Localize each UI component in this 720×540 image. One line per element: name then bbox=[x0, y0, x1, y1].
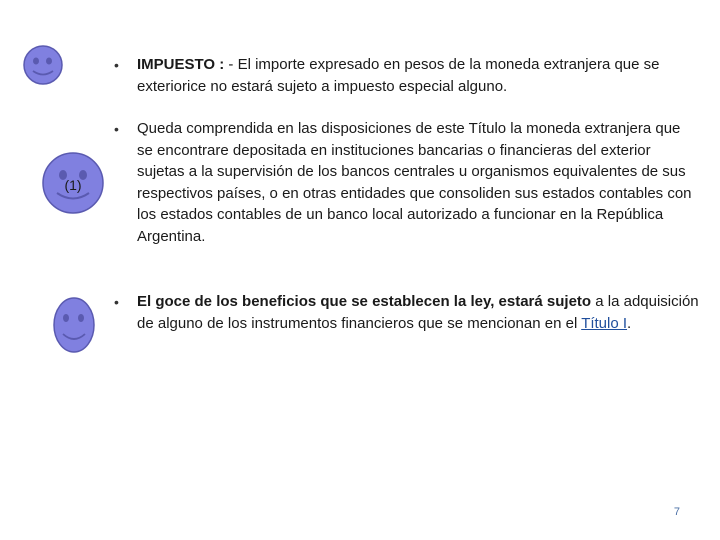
paragraph-text: Queda comprendida en las disposiciones de este Título la moneda extranjera que se encontrare depositada en instituciones bancarias o financieras del exterior sujetas a la supervisión de los bancos centrales u organismos equivalentes de sus respectivos países, o en otras entidades que consoliden sus estados contables con los estados contables de un banco local autorizado a funcionar en la República Argentina. bbox=[137, 120, 692, 245]
paragraph-end: . bbox=[627, 314, 632, 332]
bold-statement: El goce de los beneficios que se establecen la ley, estará sujeto bbox=[137, 293, 592, 310]
page-number: 7 bbox=[673, 506, 680, 518]
bullet-marker: • bbox=[114, 121, 119, 137]
paragraph-moneda-extranjera bbox=[137, 118, 699, 247]
paragraph-text: - El importe expresado en pesos de la moneda extranjera que se exteriorice no estará sujeto a impuesto especial alguno. bbox=[137, 56, 660, 95]
smiley-icon bbox=[52, 296, 96, 354]
paragraph-impuesto bbox=[137, 54, 699, 97]
smiley-face-1 bbox=[22, 44, 64, 86]
paragraph-beneficios bbox=[137, 291, 699, 334]
bullet-marker: • bbox=[114, 57, 119, 73]
smiley-face-2 bbox=[40, 150, 106, 216]
paragraph-text: a la adquisición de alguno de los instrumentos financieros que se mencionan en el bbox=[137, 293, 699, 332]
smiley-icon bbox=[22, 44, 64, 86]
term-impuesto: IMPUESTO : bbox=[137, 56, 225, 73]
smiley-face-3 bbox=[52, 296, 96, 354]
smiley-label: (1) bbox=[64, 177, 82, 193]
bullet-marker: • bbox=[114, 294, 119, 310]
titulo-i-link[interactable]: Título I bbox=[581, 314, 628, 332]
